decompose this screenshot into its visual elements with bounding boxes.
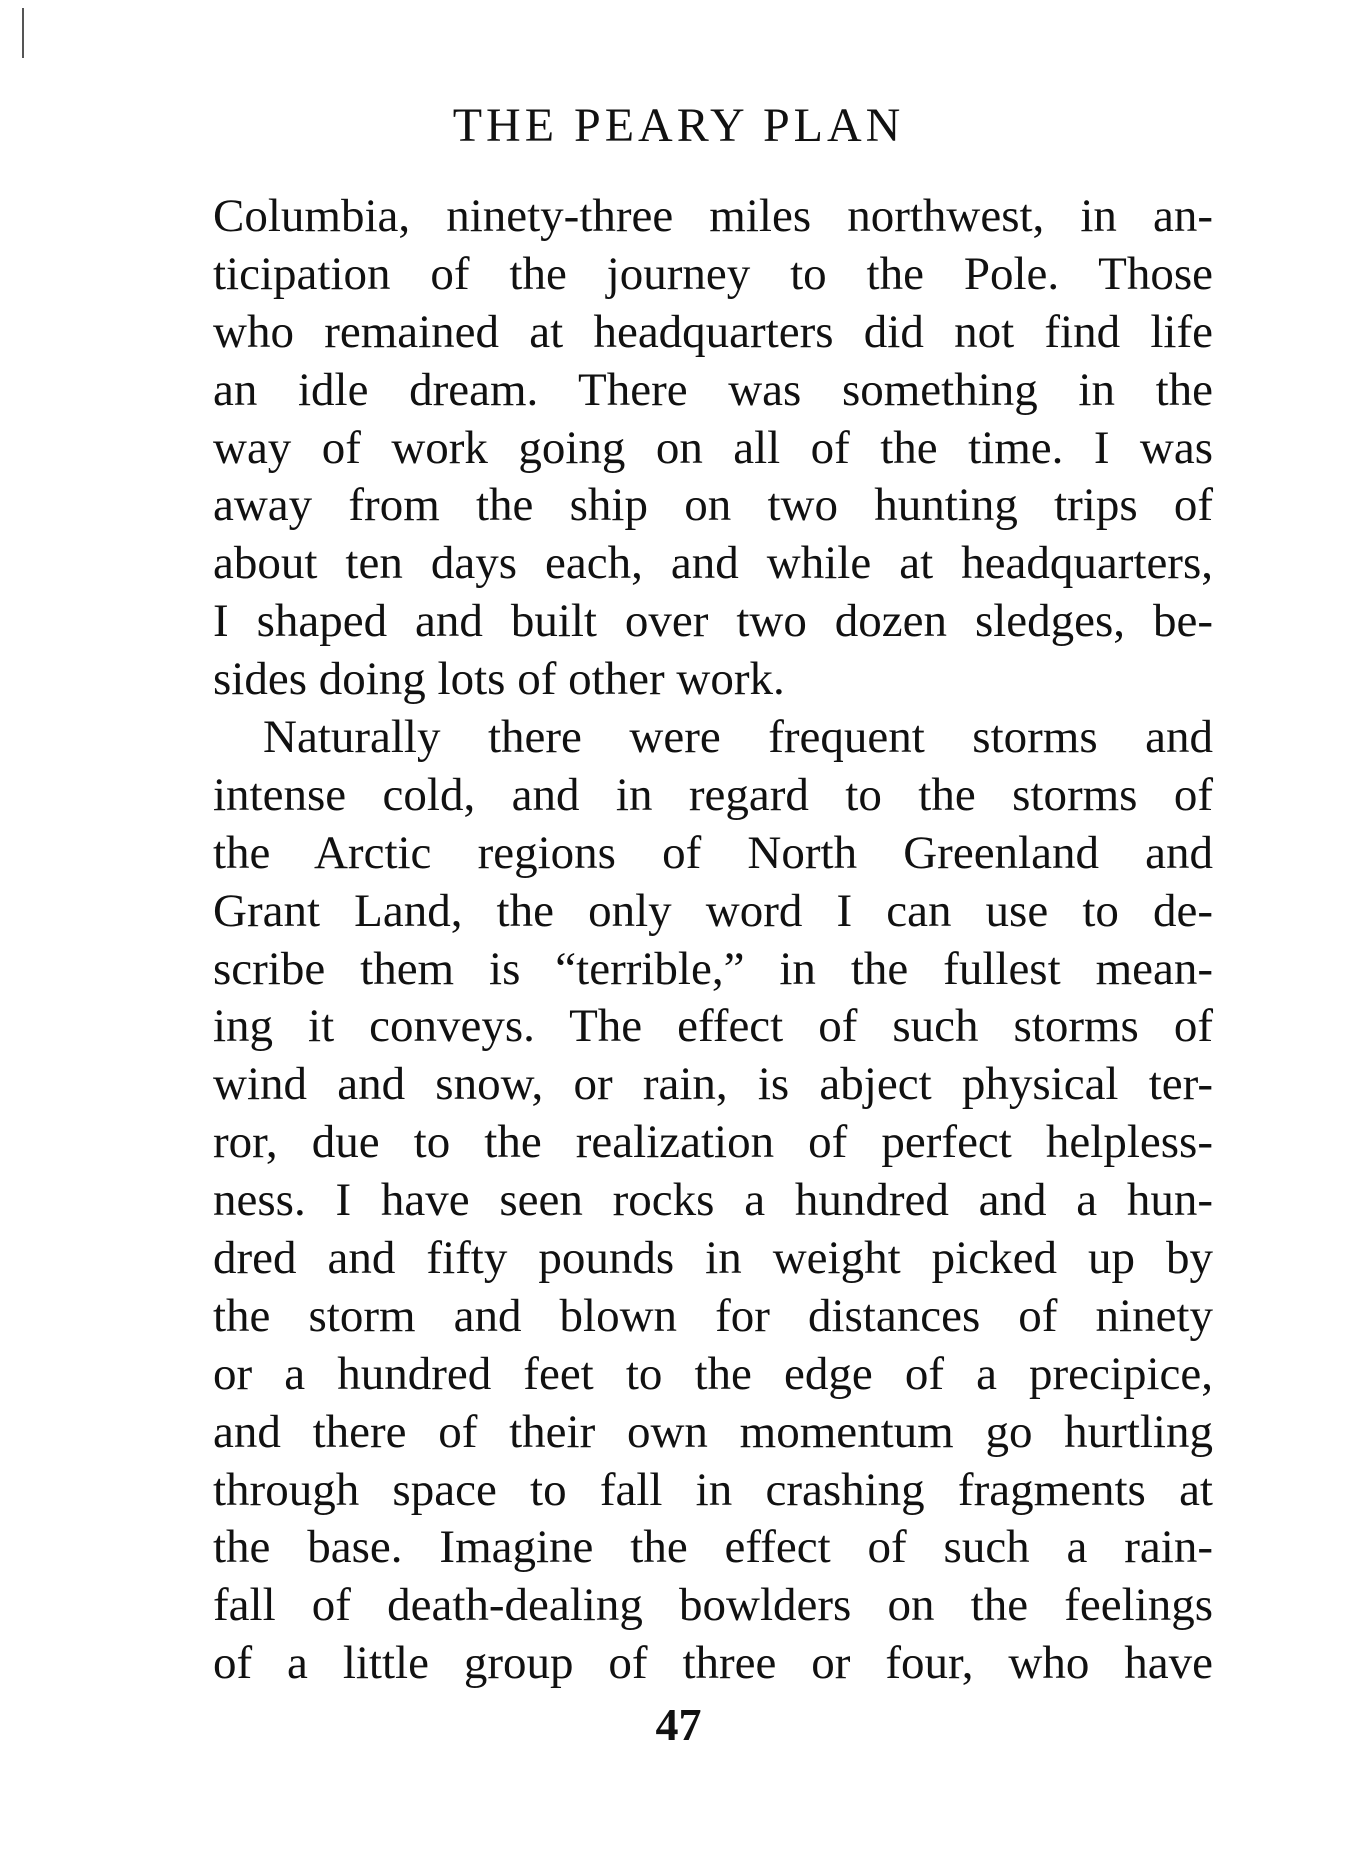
text-line: dred and fifty pounds in weight picked up by bbox=[213, 1232, 1213, 1285]
text-line: Columbia, ninety-three miles northwest, in an- bbox=[213, 190, 1213, 242]
page-body bbox=[213, 188, 1213, 1693]
running-head: THE PEARY PLAN bbox=[452, 99, 905, 152]
paragraph-2 bbox=[213, 709, 1213, 1693]
text-line: Grant Land, the only word I can use to de- bbox=[213, 884, 1213, 937]
text-line: who remained at headquarters did not find life bbox=[213, 305, 1213, 358]
text-line: fall of death-dealing bowlders on the feelings bbox=[213, 1579, 1213, 1632]
text-line: an idle dream. There was something in the bbox=[213, 363, 1213, 416]
text-line: the storm and blown for distances of ninety bbox=[213, 1289, 1213, 1342]
text-line: way of work going on all of the time. I was bbox=[213, 421, 1213, 474]
text-line: through space to fall in crashing fragments at bbox=[213, 1463, 1213, 1516]
text-line: or a hundred feet to the edge of a precipice, bbox=[213, 1347, 1213, 1400]
text-line: about ten days each, and while at headquarters, bbox=[213, 537, 1213, 590]
scan-edge-mark bbox=[22, 8, 24, 58]
text-line: the base. Imagine the effect of such a rain- bbox=[213, 1521, 1213, 1574]
text-line: scribe them is “terrible,” in the fullest mean- bbox=[213, 942, 1213, 995]
text-line: and there of their own momentum go hurtling bbox=[213, 1405, 1213, 1458]
text-line: Naturally there were frequent storms and bbox=[263, 711, 1213, 764]
text-line: of a little group of three or four, who have bbox=[213, 1637, 1213, 1690]
text-line: I shaped and built over two dozen sledges, be- bbox=[213, 595, 1213, 648]
text-line: sides doing lots of other work. bbox=[213, 653, 785, 706]
text-line: ticipation of the journey to the Pole. Those bbox=[213, 247, 1213, 300]
text-line: ror, due to the realization of perfect helpless- bbox=[213, 1116, 1213, 1169]
text-line: ness. I have seen rocks a hundred and a hun- bbox=[213, 1174, 1213, 1227]
text-line: the Arctic regions of North Greenland and bbox=[213, 826, 1213, 879]
text-line: away from the ship on two hunting trips of bbox=[213, 479, 1213, 532]
text-line: wind and snow, or rain, is abject physical ter- bbox=[213, 1058, 1213, 1111]
text-line: ing it conveys. The effect of such storms of bbox=[213, 1000, 1213, 1053]
paragraph-1 bbox=[213, 188, 1213, 709]
text-line: intense cold, and in regard to the storms of bbox=[213, 768, 1213, 821]
page-number: 47 bbox=[655, 1699, 702, 1750]
